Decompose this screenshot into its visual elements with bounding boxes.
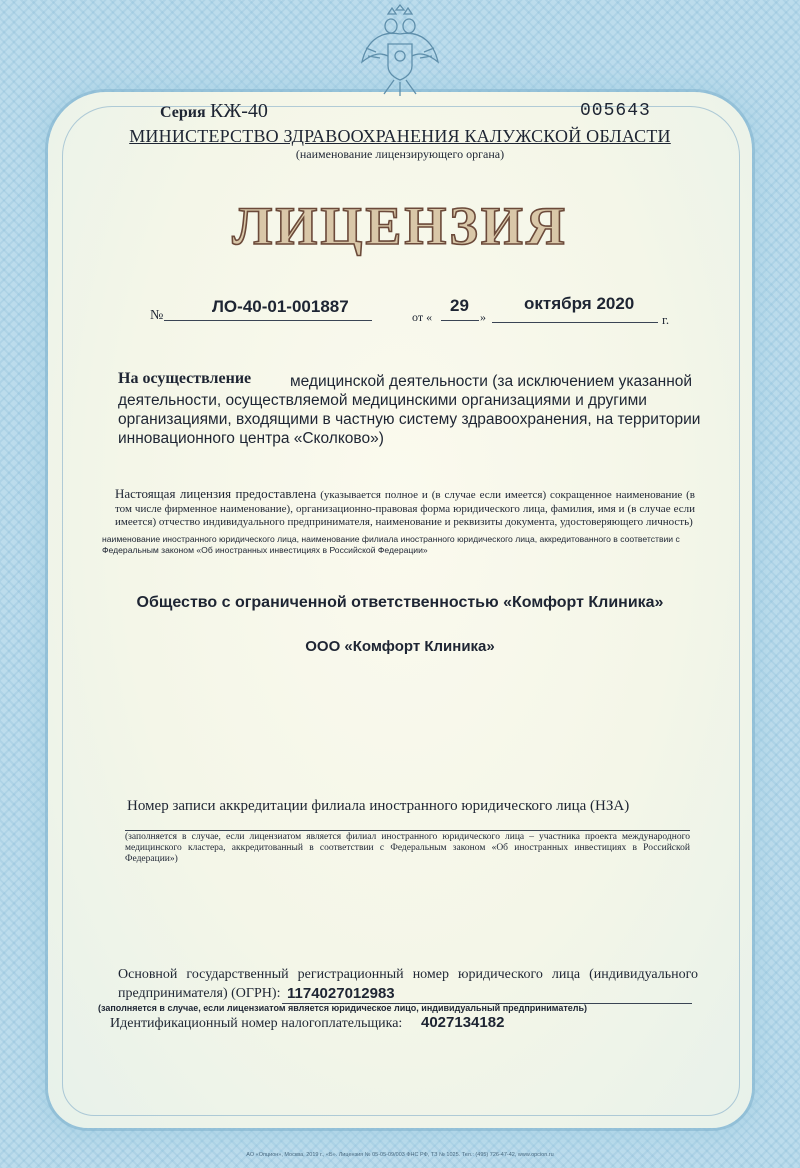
- nza-line: [125, 830, 690, 831]
- licensing-authority: МИНИСТЕРСТВО ЗДРАВООХРАНЕНИЯ КАЛУЖСКОЙ ОБЛАСТИ: [129, 126, 671, 146]
- form-number: 005643: [580, 101, 651, 121]
- date-month-line: [492, 322, 658, 323]
- inn-label: Идентификационный номер налогоплательщика:: [110, 1016, 403, 1031]
- nza-label: Номер записи аккредитации филиала иностранного юридического лица (НЗА): [127, 798, 630, 814]
- date-day-line: [441, 320, 479, 321]
- double-headed-eagle-emblem-icon: [358, 4, 442, 100]
- date-quote-close: »: [480, 310, 486, 324]
- granted-lead: Настоящая лицензия предоставлена: [115, 486, 317, 501]
- activity-text: медицинской деятельности (за исключением указанной деятельности, осуществляемой медицинскими организациями и другими организациями, входящими в частную систему здравоохранения, на территории инновационного центра «Сколково»): [118, 373, 701, 447]
- ogrn-note: (заполняется в случае, если лицензиатом является юридическое лицо, индивидуальный предприниматель): [98, 1003, 587, 1013]
- date-month-year: октября 2020: [524, 294, 635, 313]
- license-number-line: [164, 320, 372, 321]
- license-number: ЛО-40-01-001887: [212, 297, 349, 316]
- date-suffix: г.: [662, 312, 670, 327]
- organization-full-name: Общество с ограниченной ответственностью «Комфорт Клиника»: [136, 594, 664, 611]
- printer-footer: АО «Опцион», Москва, 2019 г., «Б». Лицензия № 05-05-09/003 ФНС РФ, ТЗ № 1025. Тел.: (495) 726-47-42, www.opcion.ru: [246, 1152, 554, 1158]
- granted-to-block: [115, 487, 695, 530]
- series-label: Серия: [160, 104, 206, 121]
- nza-note: (заполняется в случае, если лицензиатом является филиал иностранного юридического лица – участника проекта международного медицинского кластера, аккредитованный в соответствии с Федеральным законом «Об иностранных инвестициях в Российской Федерации»): [125, 832, 690, 864]
- inn-value: 4027134182: [421, 1014, 505, 1031]
- authority-caption: (наименование лицензирующего органа): [295, 147, 505, 161]
- granted-text-foreign: наименование иностранного юридического лица, наименование филиала иностранного юридического лица, аккредитованного в соответствии с Федеральным законом «Об иностранных инвестициях в Российской Федерации»: [102, 534, 680, 555]
- ogrn-value: 1174027012983: [287, 985, 395, 1002]
- granted-text: (указывается полное и (в случае если имеется) сокращенное наименование (в том числе фирменное наименование), организационно-правовая форма юридического лица, фамилия, имя и (в случае если имеется) отчество индивидуального предпринимателя, наименование и реквизиты документа, удостоверяющего личность): [115, 489, 696, 528]
- date-prefix: от «: [412, 310, 433, 324]
- license-title: [230, 186, 570, 262]
- activity-label: На осуществление: [118, 370, 252, 387]
- date-day: 29: [450, 296, 469, 315]
- series-value: КЖ-40: [210, 100, 268, 122]
- ogrn-label: Основной государственный регистрационный номер юридического лица (индивидуального предпринимателя) (ОГРН):: [118, 967, 698, 1001]
- organization-short-name: ООО «Комфорт Клиника»: [305, 638, 495, 655]
- license-title-text: ЛИЦЕНЗИЯ: [232, 196, 568, 256]
- license-number-prefix: №: [150, 308, 164, 323]
